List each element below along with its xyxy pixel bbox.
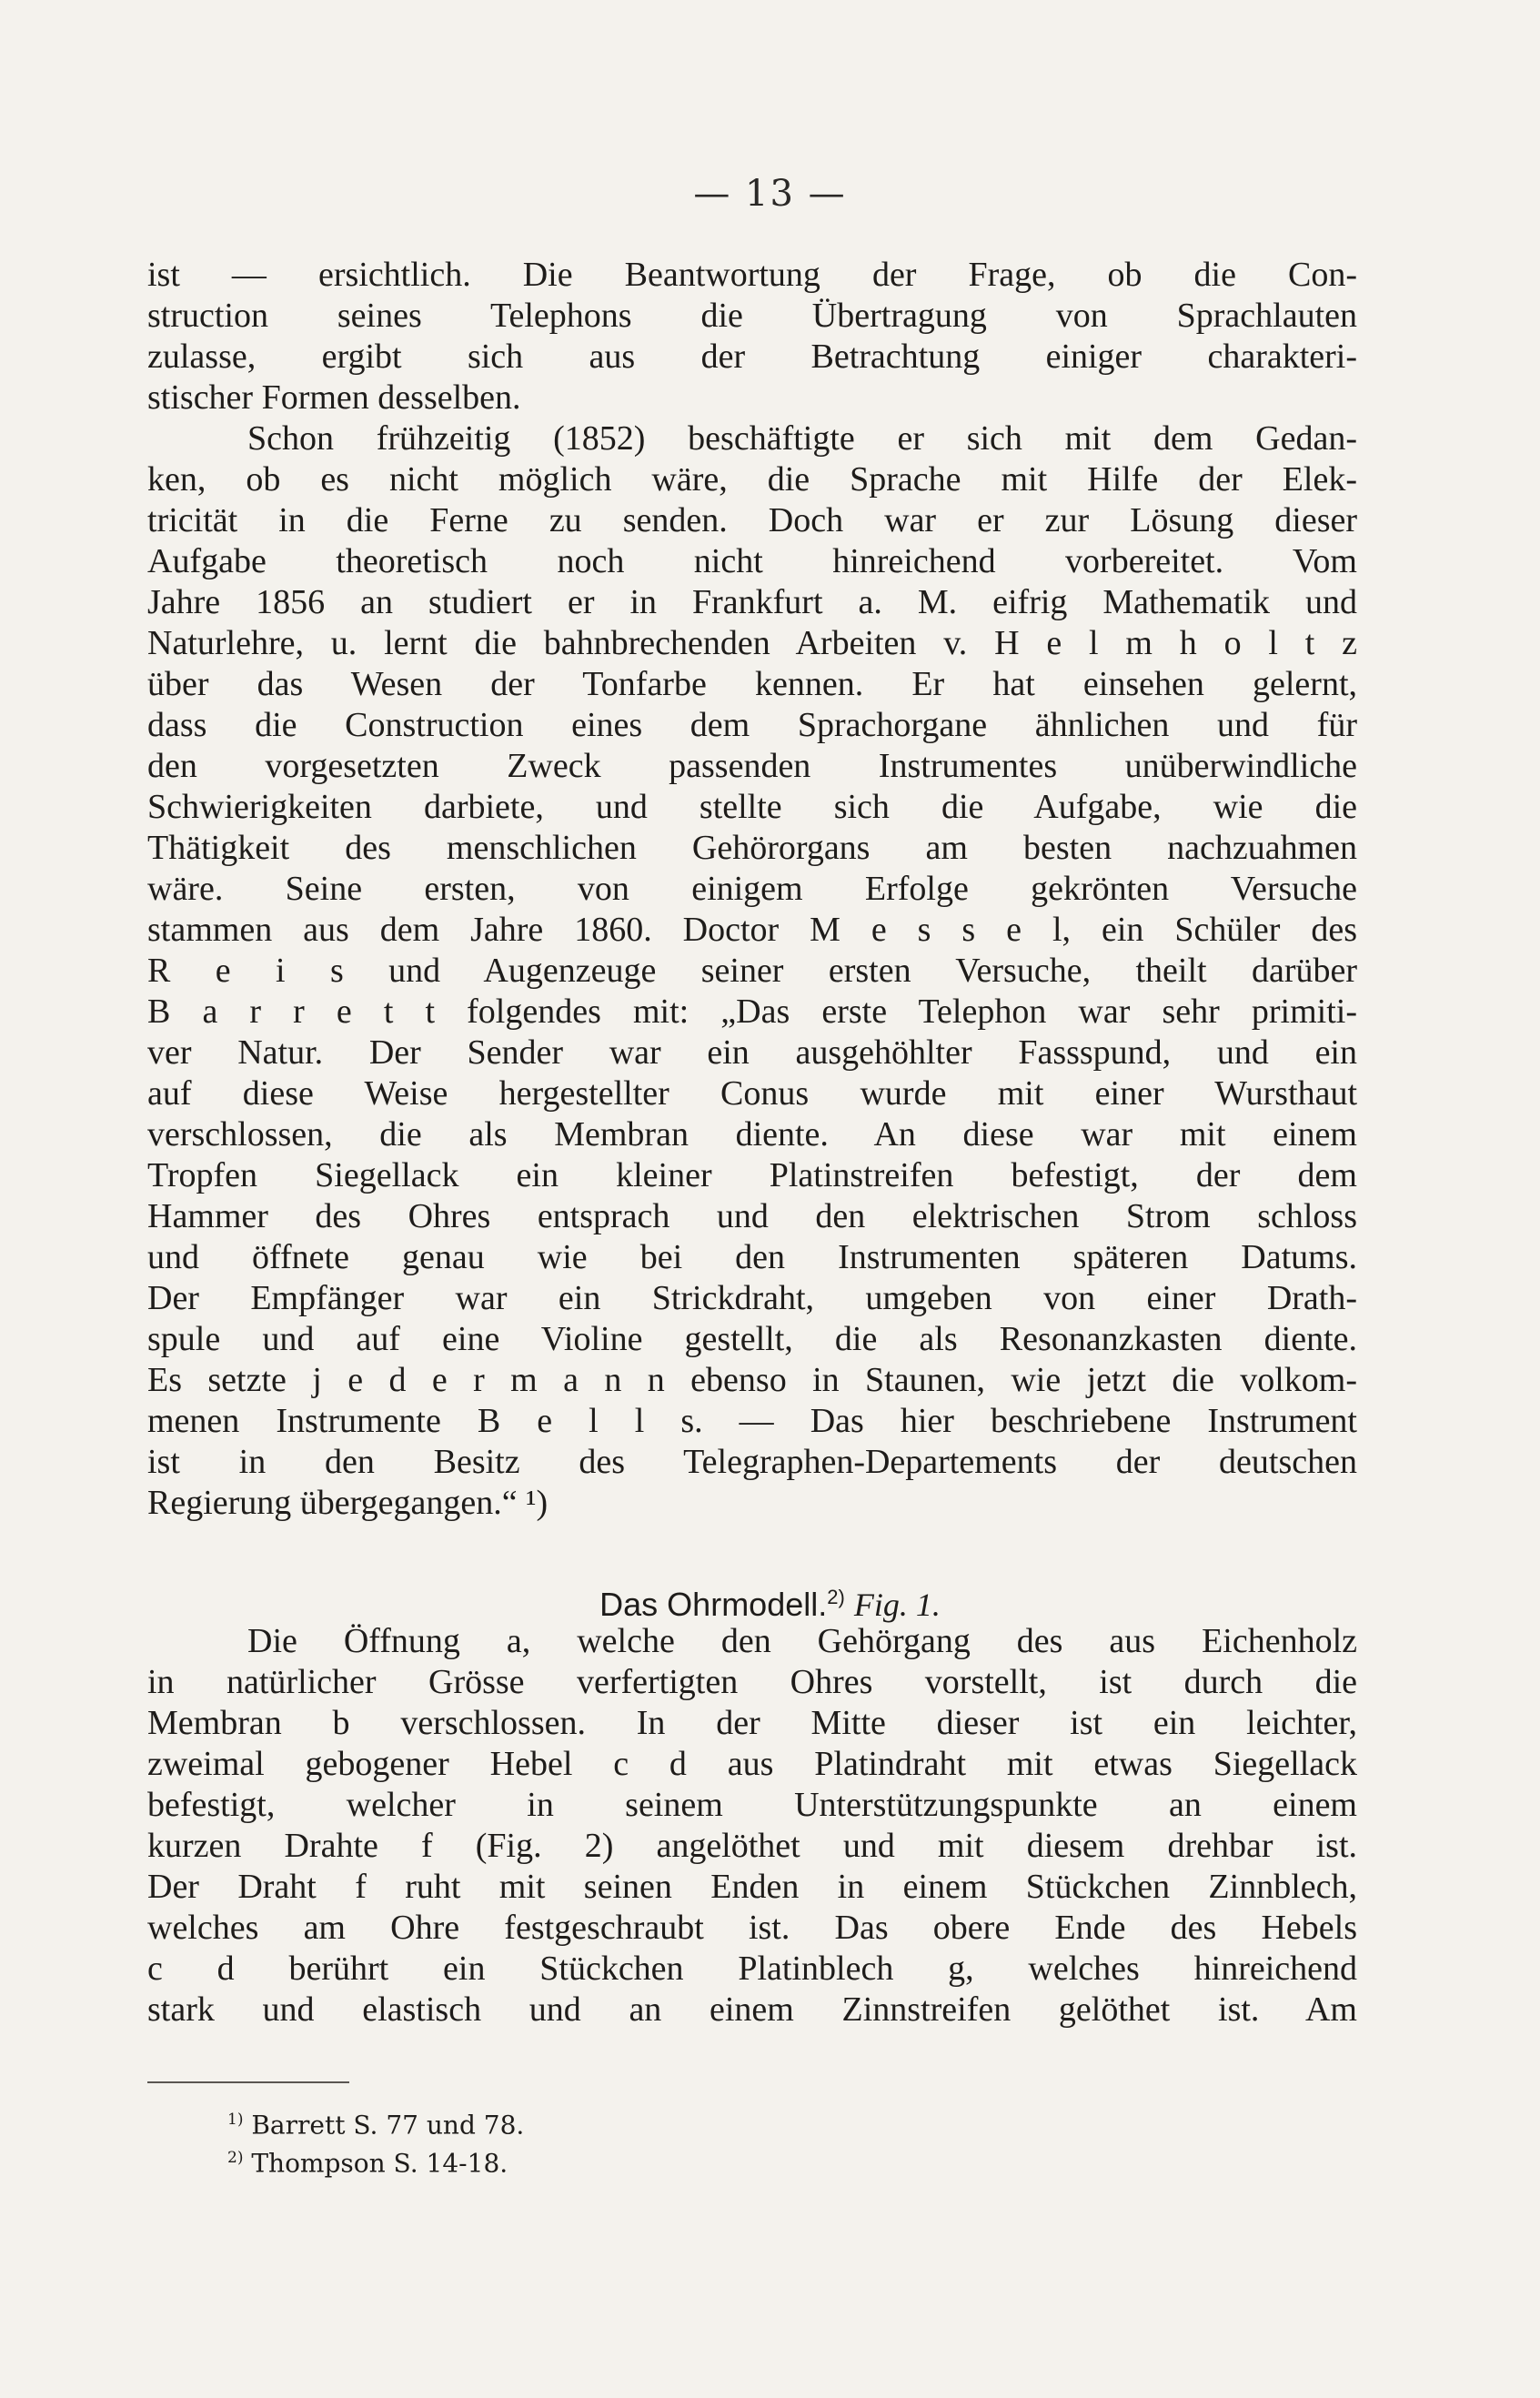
section-footnote-mark: 2): [827, 1586, 845, 1608]
text-line: verschlossen, die als Membran diente. An diese war mit einem: [147, 1115, 1357, 1154]
footnote-divider: [147, 2081, 349, 2083]
footnote-mark: 2): [227, 2149, 244, 2168]
text-line: Regierung übergegangen.“ ¹): [147, 1484, 549, 1522]
text-line: Naturlehre, u. lernt die bahnbrechenden Arbeiten v. H e l m h o l t z: [147, 624, 1357, 662]
text-line: in natürlicher Grösse verfertigten Ohres vorstellt, ist durch die: [147, 1663, 1357, 1701]
text-line: spule und auf eine Violine gestellt, die als Resonanzkasten diente.: [147, 1320, 1357, 1358]
text-line: Hammer des Ohres entsprach und den elektrischen Strom schloss: [147, 1197, 1357, 1235]
text-line: Der Empfänger war ein Strickdraht, umgeben von einer Drath-: [147, 1279, 1357, 1317]
text-line: befestigt, welcher in seinem Unterstützungspunkte an einem: [147, 1786, 1357, 1824]
text-line: zweimal gebogener Hebel c d aus Platindraht mit etwas Siegellack: [147, 1745, 1357, 1783]
section-text: [147, 1621, 1357, 2030]
text-line: Thätigkeit des menschlichen Gehörorgans am besten nachzuahmen: [147, 829, 1357, 867]
text-line: ist — ersichtlich. Die Beantwortung der Frage, ob die Con-: [147, 256, 1357, 294]
text-line: Tropfen Siegellack ein kleiner Platinstreifen befestigt, der dem: [147, 1156, 1357, 1194]
text-line: kurzen Drahte f (Fig. 2) angelöthet und mit diesem drehbar ist.: [147, 1827, 1357, 1865]
text-line: Schwierigkeiten darbiete, und stellte sich die Aufgabe, wie die: [147, 788, 1357, 826]
text-line: stischer Formen desselben.: [147, 378, 521, 417]
text-line: welches am Ohre festgeschraubt ist. Das obere Ende des Hebels: [147, 1909, 1357, 1947]
text-line: wäre. Seine ersten, von einigem Erfolge gekrönten Versuche: [147, 870, 1357, 908]
text-line: stammen aus dem Jahre 1860. Doctor M e s s e l, ein Schüler des: [147, 911, 1357, 949]
text-line: Der Draht f ruht mit seinen Enden in einem Stückchen Zinnblech,: [147, 1868, 1357, 1906]
text-line: Membran b verschlossen. In der Mitte dieser ist ein leichter,: [147, 1704, 1357, 1742]
text-line: tricität in die Ferne zu senden. Doch war er zur Lösung dieser: [147, 501, 1357, 539]
page-number: — 13 —: [693, 173, 847, 215]
text-line: Es setzte j e d e r m a n n ebenso in Staunen, wie jetzt die volkom-: [147, 1361, 1357, 1399]
text-line: zulasse, ergibt sich aus der Betrachtung einiger charakteri-: [147, 338, 1357, 376]
footnote: [227, 2141, 524, 2180]
text-line: stark und elastisch und an einem Zinnstreifen gelöthet ist. Am: [147, 1990, 1357, 2029]
footnote-text: Barrett S. 77 und 78.: [251, 2110, 525, 2141]
footnote-mark: 1): [227, 2111, 244, 2129]
figure-reference: Fig. 1.: [853, 1587, 941, 1623]
text-line: Schon frühzeitig (1852) beschäftigte er sich mit dem Gedan-: [247, 419, 1357, 458]
text-line: menen Instrumente B e l l s. — Das hier beschriebene Instrument: [147, 1402, 1357, 1440]
footnote-text: Thompson S. 14-18.: [251, 2148, 508, 2179]
text-line: c d berührt ein Stückchen Platinblech g, welches hinreichend: [147, 1950, 1357, 1988]
section-title: Das Ohrmodell.: [599, 1586, 828, 1623]
text-line: ver Natur. Der Sender war ein ausgehöhlter Fassspund, und ein: [147, 1033, 1357, 1072]
section-heading: [0, 1576, 1540, 1627]
text-line: R e i s und Augenzeuge seiner ersten Versuche, theilt darüber: [147, 952, 1357, 990]
text-line: Die Öffnung a, welche den Gehörgang des aus Eichenholz: [247, 1622, 1357, 1660]
footnotes: [227, 2103, 524, 2181]
body-text: [147, 255, 1357, 1524]
text-line: Aufgabe theoretisch noch nicht hinreichend vorbereitet. Vom: [147, 542, 1357, 580]
text-line: den vorgesetzten Zweck passenden Instrumentes unüberwindliche: [147, 747, 1357, 785]
text-line: B a r r e t t folgendes mit: „Das erste Telephon war sehr primiti-: [147, 992, 1357, 1031]
text-line: über das Wesen der Tonfarbe kennen. Er hat einsehen gelernt,: [147, 665, 1357, 703]
footnote: [227, 2103, 524, 2141]
text-line: ken, ob es nicht möglich wäre, die Sprache mit Hilfe der Elek-: [147, 460, 1357, 499]
text-line: ist in den Besitz des Telegraphen-Departements der deutschen: [147, 1443, 1357, 1481]
text-line: dass die Construction eines dem Sprachorgane ähnlichen und für: [147, 706, 1357, 744]
text-line: auf diese Weise hergestellter Conus wurde mit einer Wursthaut: [147, 1074, 1357, 1113]
text-line: struction seines Telephons die Übertragung von Sprachlauten: [147, 297, 1357, 335]
text-line: und öffnete genau wie bei den Instrumenten späteren Datums.: [147, 1238, 1357, 1276]
text-line: Jahre 1856 an studiert er in Frankfurt a. M. eifrig Mathematik und: [147, 583, 1357, 621]
